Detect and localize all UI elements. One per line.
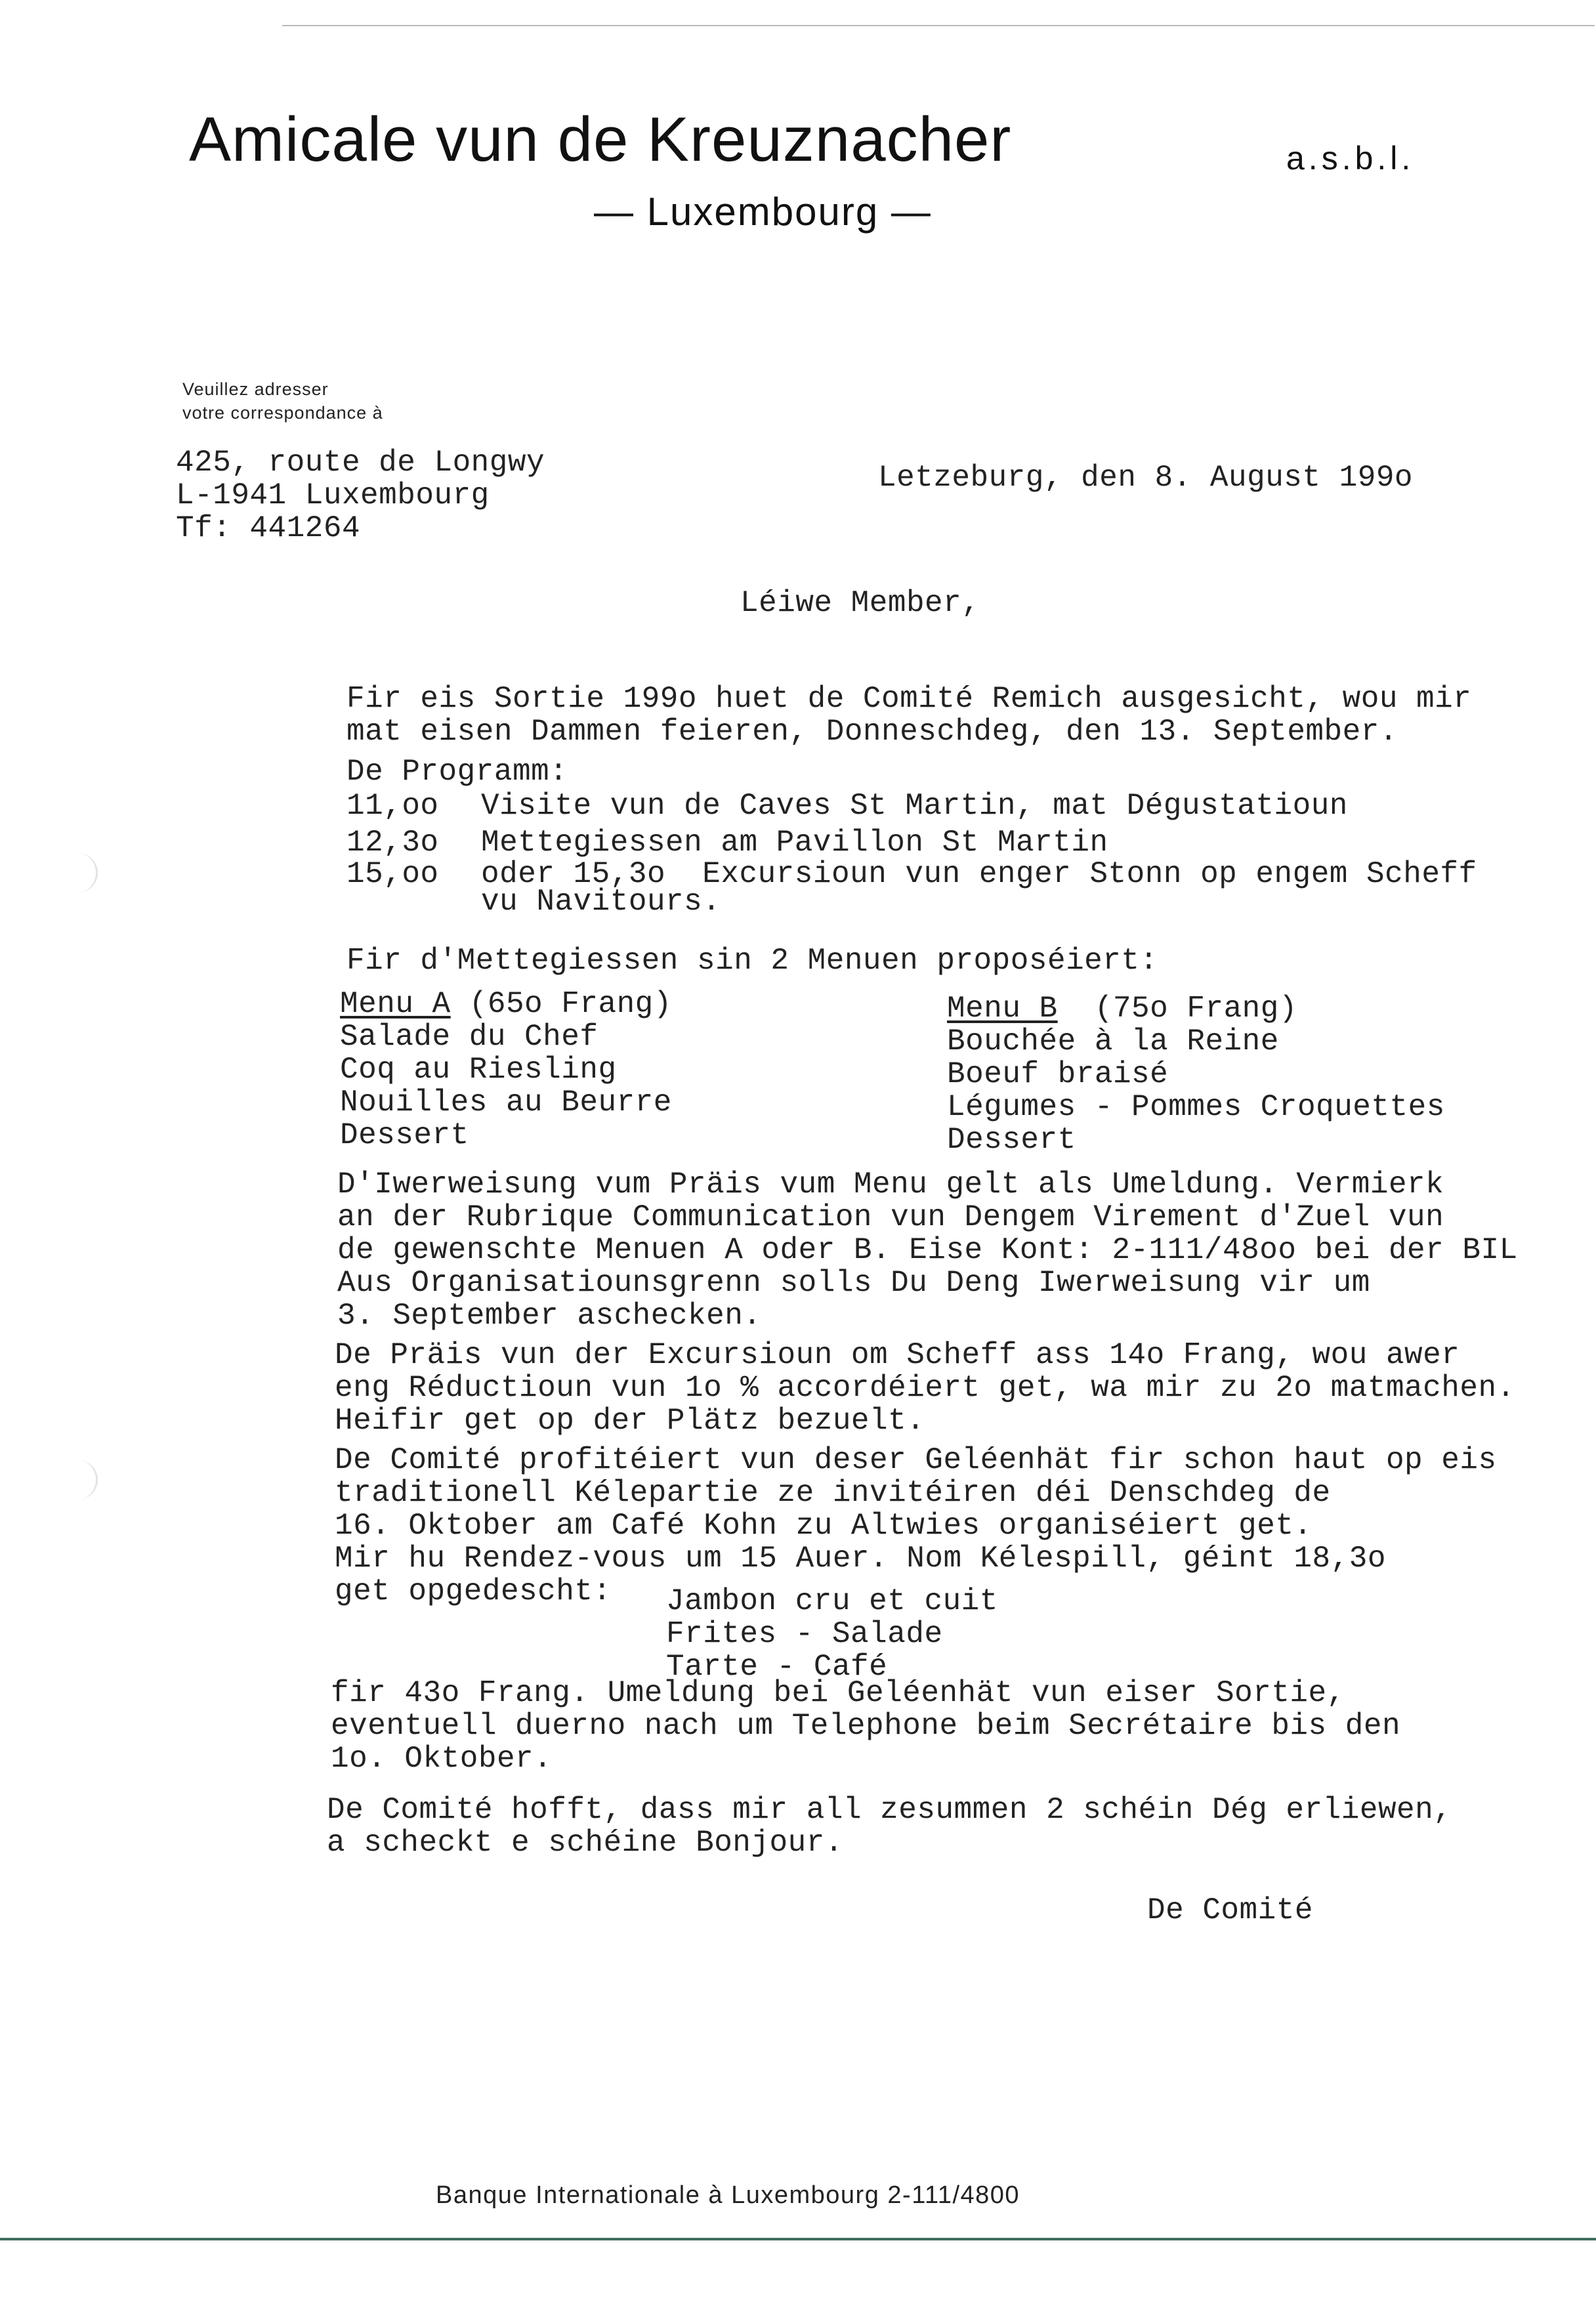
menu-b bbox=[947, 992, 1445, 1156]
transfer-paragraph: D'Iwerweisung vum Präis vum Menu gelt als Umeldung. Vermierk an der Rubrique Communication vun Dengem Virement d'Zuel vun de gewenschte Menuen A oder B. Eise Kont: 2-111/48oo bei der BIL Aus Organisatiounsgrenn solls Du Deng Iwerweisung vir um 3. September aschecken. bbox=[337, 1167, 1518, 1333]
program-text: oder 15,3o Excursioun vun enger Stonn op engem Scheff bbox=[481, 857, 1477, 891]
menus-intro: Fir d'Mettegiessen sin 2 Menuen proposéiert: bbox=[346, 944, 1158, 978]
kele-paragraph: De Comité profitéiert vun deser Geléenhät fir schon haut op eis traditionell Kélepartie ze invitéiren déi Denschdeg de 16. Oktober am Café Kohn zu Altwies organiséiert get. Mir hu Rendez-vous um 15 Auer. Nom Kélespill, géint 18,3o get opgedescht: bbox=[335, 1443, 1497, 1608]
menu-b-price: (75o Frang) bbox=[1057, 992, 1297, 1026]
footer-bank-details: Banque Internationale à Luxembourg 2-111/4800 bbox=[436, 2181, 1020, 2209]
correspondence-note: Veuillez adresser votre correspondance à bbox=[182, 379, 383, 423]
menu-a bbox=[340, 988, 672, 1152]
footer-rule bbox=[0, 2238, 1596, 2240]
signature: De Comité bbox=[1147, 1893, 1313, 1927]
program-row bbox=[346, 789, 1348, 823]
letterhead-city: — Luxembourg — bbox=[594, 190, 932, 234]
menu-b-title: Menu B bbox=[947, 992, 1058, 1026]
kele-menu: Jambon cru et cuit Frites - Salade Tarte - Café bbox=[666, 1584, 998, 1684]
punch-hole-mark bbox=[66, 1460, 98, 1500]
program-text: Mettegiessen am Pavillon St Martin bbox=[481, 826, 1108, 860]
date-line: Letzeburg, den 8. August 199o bbox=[878, 461, 1414, 495]
program-title: De Programm: bbox=[346, 755, 568, 789]
kele-price-paragraph: fir 43o Frang. Umeldung bei Geléenhät vun eiser Sortie, eventuell duerno nach um Telephone beim Secrétaire bis den 1o. Oktober. bbox=[331, 1676, 1401, 1776]
closing-paragraph: De Comité hofft, dass mir all zesummen 2 schéin Dég erliewen, a scheckt e schéine Bonjour. bbox=[327, 1793, 1452, 1860]
program-time: 12,3o bbox=[346, 826, 439, 860]
menu-b-items: Bouchée à la Reine Boeuf braisé Légumes - Pommes Croquettes Dessert bbox=[947, 1024, 1445, 1157]
excursion-price-paragraph: De Präis vun der Excursioun om Scheff ass 14o Frang, wou awer eng Réductioun vun 1o % accordéiert get, wa mir zu 2o matmachen. Heifir get op der Plätz bezuelt. bbox=[335, 1338, 1515, 1438]
top-rule bbox=[282, 25, 1595, 26]
punch-hole-mark bbox=[66, 853, 98, 892]
intro-paragraph: Fir eis Sortie 199o huet de Comité Remich ausgesicht, wou mir mat eisen Dammen feieren, Donneschdeg, den 13. September. bbox=[346, 682, 1472, 749]
program-row bbox=[346, 826, 1108, 860]
program-text: Visite vun de Caves St Martin, mat Dégustatioun bbox=[481, 789, 1348, 823]
menu-a-title: Menu A bbox=[340, 987, 451, 1021]
program-time: 15,oo bbox=[346, 857, 439, 891]
menu-a-items: Salade du Chef Coq au Riesling Nouilles au Beurre Dessert bbox=[340, 1020, 672, 1152]
menu-a-price: (65o Frang) bbox=[450, 987, 672, 1021]
program-time: 11,oo bbox=[346, 789, 439, 823]
program-continuation: vu Navitours. bbox=[481, 885, 721, 919]
salutation: Léiwe Member, bbox=[740, 586, 980, 620]
sender-address: 425, route de Longwy L-1941 Luxembourg Tf: 441264 bbox=[176, 446, 545, 545]
letterhead-org-suffix: a.s.b.l. bbox=[1286, 140, 1415, 177]
letterhead-org-name: Amicale vun de Kreuznacher bbox=[189, 104, 1012, 175]
